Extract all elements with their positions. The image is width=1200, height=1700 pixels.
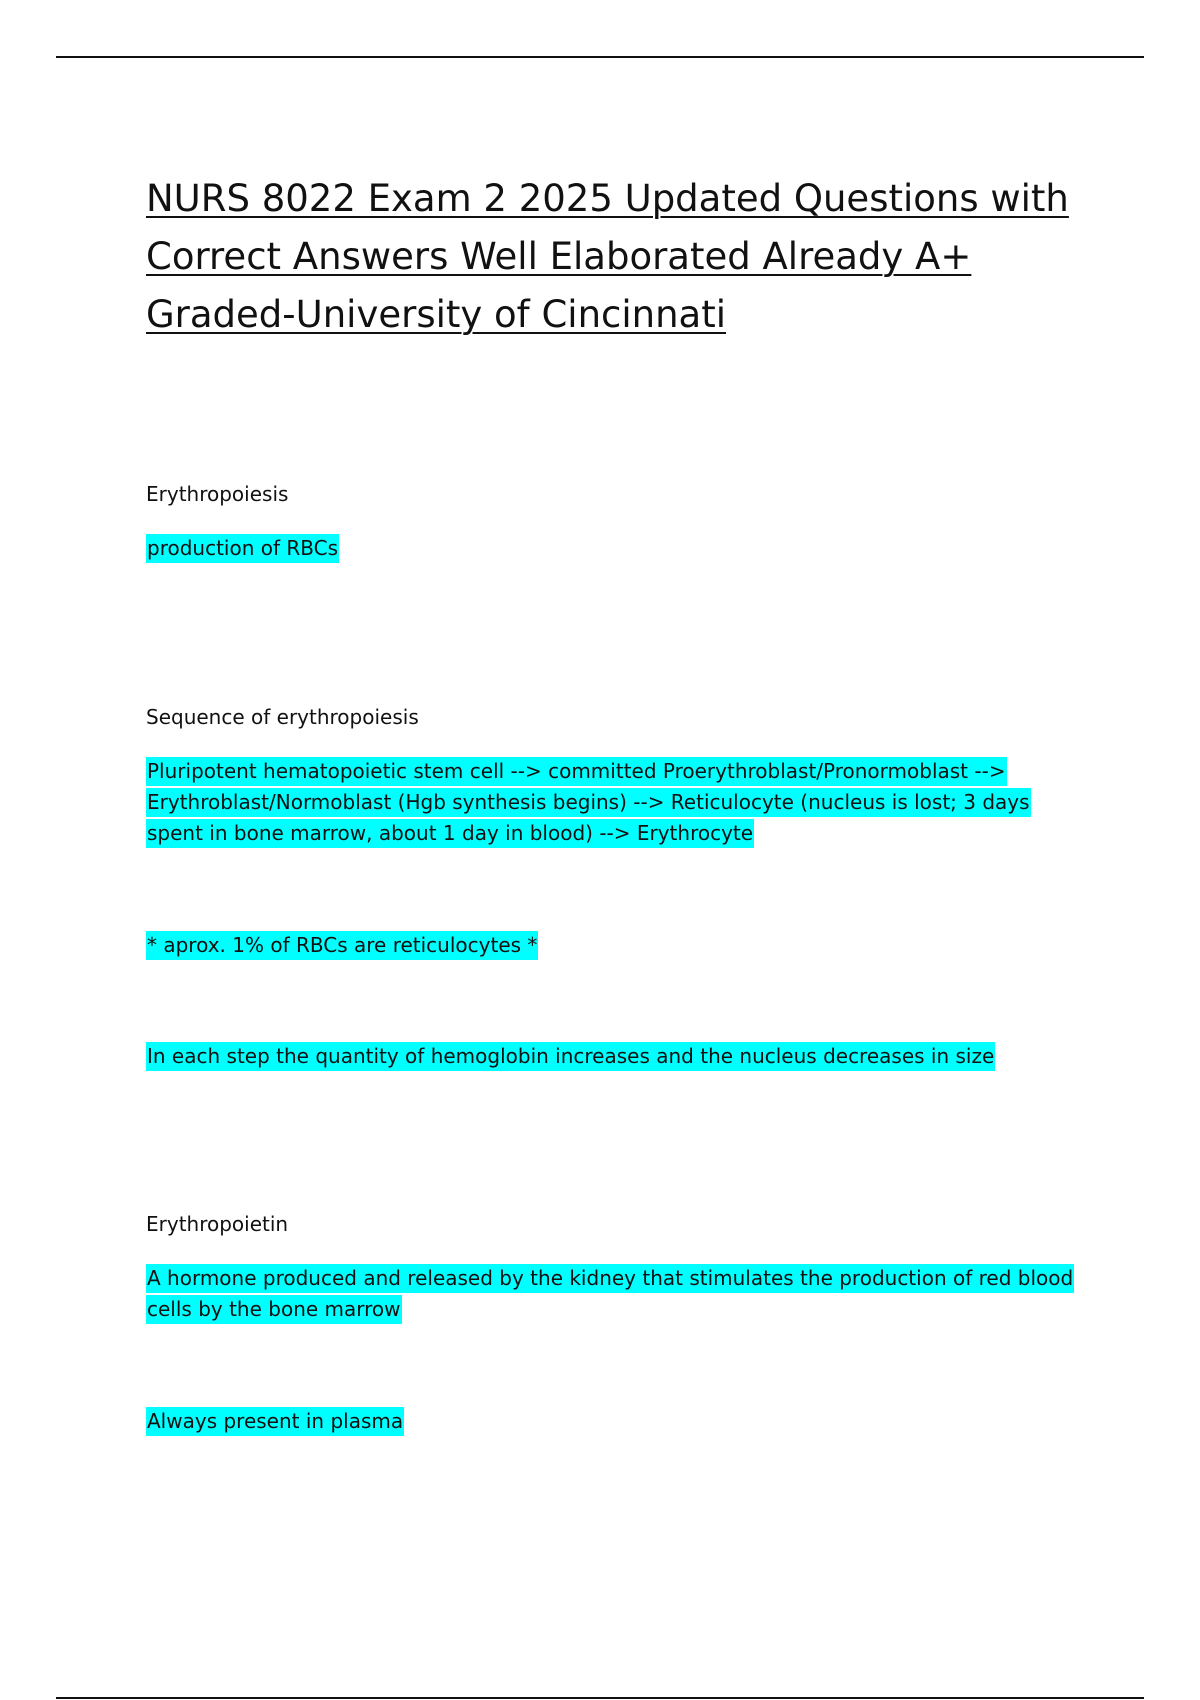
highlighted-answer: A hormone produced and released by the kidney that stimulates the production of red blood cells by the bone marrow bbox=[146, 1264, 1074, 1324]
footer-rule bbox=[56, 1697, 1144, 1699]
answer-erythropoietin-plasma bbox=[146, 1406, 1106, 1437]
term-erythropoiesis: Erythropoiesis bbox=[146, 482, 289, 506]
answer-erythropoietin-definition bbox=[146, 1263, 1086, 1325]
highlighted-answer: Pluripotent hematopoietic stem cell --> committed Proerythroblast/Pronormoblast --> Erythroblast/Normoblast (Hgb synthesis begins) --> Reticulocyte (nucleus is lost; 3 days spent in bone marrow, about 1 day in blood) --> Erythrocyte bbox=[146, 757, 1031, 848]
document-title: NURS 8022 Exam 2 2025 Updated Questions with Correct Answers Well Elaborated Already A+ Graded-University of Cincinnati bbox=[146, 177, 1069, 336]
term-sequence-of-erythropoiesis: Sequence of erythropoiesis bbox=[146, 705, 419, 729]
highlighted-answer: In each step the quantity of hemoglobin increases and the nucleus decreases in size bbox=[146, 1042, 995, 1071]
highlighted-answer: production of RBCs bbox=[146, 534, 339, 563]
highlighted-answer: Always present in plasma bbox=[146, 1407, 404, 1436]
header-rule bbox=[56, 56, 1144, 58]
answer-reticulocyte-note bbox=[146, 930, 1106, 961]
highlighted-answer: * aprox. 1% of RBCs are reticulocytes * bbox=[146, 931, 538, 960]
answer-sequence-steps bbox=[146, 756, 1086, 849]
answer-erythropoiesis bbox=[146, 533, 1106, 564]
answer-hemoglobin-note bbox=[146, 1041, 1126, 1072]
term-erythropoietin: Erythropoietin bbox=[146, 1212, 289, 1236]
